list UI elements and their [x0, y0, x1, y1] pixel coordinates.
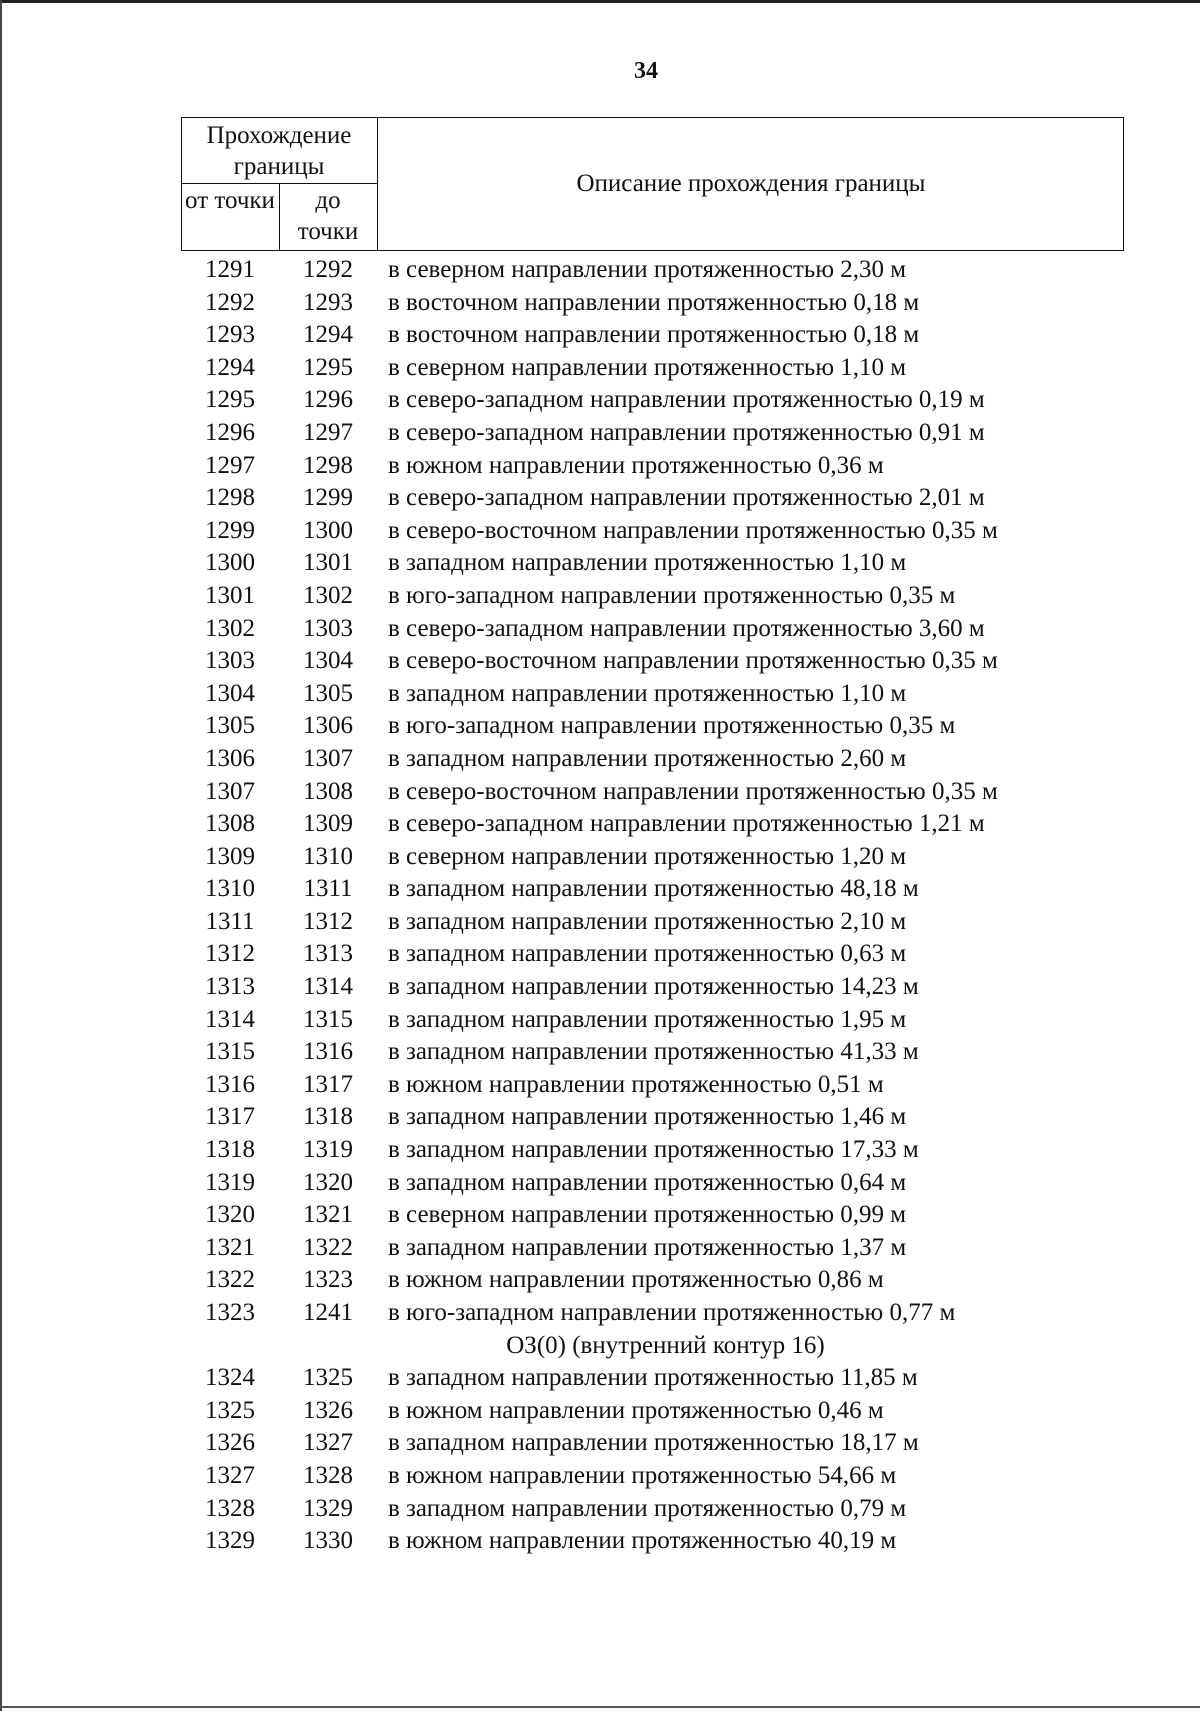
header-col-desc: Описание прохождения границы: [576, 170, 926, 197]
point-to: 1296: [303, 386, 353, 414]
point-to: 1329: [303, 1494, 353, 1522]
point-from: 1298: [205, 484, 255, 512]
point-from: 1326: [205, 1429, 255, 1457]
section-caption-row: [181, 1330, 1124, 1363]
boundary-description: в восточном направлении протяженностью 0,18 м: [388, 288, 920, 316]
point-to: 1309: [303, 810, 353, 838]
boundary-description: в северо-западном направлении протяженностью 0,91 м: [388, 418, 985, 446]
point-to: 1317: [303, 1070, 353, 1098]
table-header: [181, 117, 1124, 251]
boundary-description: в западном направлении протяженностью 41,33 м: [388, 1038, 919, 1066]
table-row: [181, 1525, 1124, 1558]
point-to: 1307: [303, 744, 353, 772]
boundary-description: в западном направлении протяженностью 1,95 м: [388, 1005, 907, 1033]
point-from: 1319: [205, 1168, 255, 1196]
table-row: [181, 254, 1124, 287]
point-to: 1300: [303, 516, 353, 544]
point-from: 1317: [205, 1103, 255, 1131]
table-row: [181, 1069, 1124, 1102]
point-to: 1321: [303, 1201, 353, 1229]
table-row: [181, 1395, 1124, 1428]
header-group-label: Прохождение границы: [206, 122, 352, 180]
point-from: 1318: [205, 1136, 255, 1164]
point-to: 1292: [303, 256, 353, 283]
header-border-bottom: [181, 250, 1124, 251]
table-row: [181, 776, 1124, 809]
point-from: 1329: [205, 1527, 255, 1555]
boundary-description: в северо-восточном направлении протяженностью 0,35 м: [388, 777, 998, 805]
point-from: 1293: [205, 321, 255, 349]
point-from: 1313: [205, 973, 255, 1001]
boundary-description: в западном направлении протяженностью 0,64 м: [388, 1168, 907, 1196]
point-from: 1314: [205, 1005, 255, 1033]
table-row: [181, 873, 1124, 906]
point-from: 1323: [205, 1299, 255, 1326]
boundary-description: в западном направлении протяженностью 1,46 м: [388, 1103, 907, 1131]
point-to: 1328: [303, 1461, 353, 1489]
boundary-description: в северном направлении протяженностью 1,20 м: [388, 842, 907, 870]
point-to: 1323: [303, 1266, 353, 1294]
point-to: 1327: [303, 1429, 353, 1457]
point-to: 1326: [303, 1396, 353, 1424]
point-to: 1304: [303, 647, 353, 675]
point-from: 1299: [205, 516, 255, 544]
table-row: [181, 384, 1124, 417]
table-row: [181, 547, 1124, 580]
point-from: 1311: [205, 907, 255, 935]
boundary-description: в северо-западном направлении протяженностью 2,01 м: [388, 484, 985, 512]
table-row: [181, 1199, 1124, 1232]
point-from: 1309: [205, 842, 255, 870]
table-row: [181, 906, 1124, 939]
table-row: [181, 1134, 1124, 1167]
point-from: 1291: [205, 256, 255, 283]
table-row: [181, 287, 1124, 320]
boundary-description: в восточном направлении протяженностью 0,18 м: [388, 321, 920, 349]
point-from: 1296: [205, 418, 255, 446]
point-to: 1305: [303, 679, 353, 707]
table-row: [181, 1004, 1124, 1037]
boundary-description: в северо-восточном направлении протяженностью 0,35 м: [388, 647, 998, 675]
point-to: 1315: [303, 1005, 353, 1033]
table-row: [181, 841, 1124, 874]
boundary-description: в западном направлении протяженностью 48,18 м: [388, 875, 919, 903]
table-row: [181, 515, 1124, 548]
table-row: [181, 1460, 1124, 1493]
table-row: [181, 678, 1124, 711]
point-to: 1320: [303, 1168, 353, 1196]
point-from: 1303: [205, 647, 255, 675]
scan-edge-left: [0, 0, 2, 1711]
header-divider-from-to: [279, 183, 280, 251]
point-from: 1304: [205, 679, 255, 707]
point-to: 1241: [303, 1299, 353, 1326]
section-caption: ОЗ(0) (внутренний контур 16): [506, 1331, 825, 1359]
header-col-from: от точки: [185, 187, 275, 214]
point-to: 1322: [303, 1233, 353, 1261]
point-from: 1300: [205, 549, 255, 577]
boundary-description: в западном направлении протяженностью 2,60 м: [388, 744, 907, 772]
table-row: [181, 417, 1124, 450]
table-row: [181, 938, 1124, 971]
point-from: 1307: [205, 777, 255, 805]
point-from: 1297: [205, 451, 255, 479]
header-border-top: [181, 117, 1124, 118]
point-from: 1321: [205, 1233, 255, 1261]
scan-edge-top: [0, 0, 1200, 3]
point-to: 1295: [303, 353, 353, 381]
boundary-description: в южном направлении протяженностью 0,36 м: [388, 451, 884, 479]
table-row: [181, 1362, 1124, 1395]
point-from: 1320: [205, 1201, 255, 1229]
point-to: 1311: [303, 875, 353, 903]
point-to: 1294: [303, 321, 353, 349]
table-row: [181, 1264, 1124, 1297]
boundary-description: в западном направлении протяженностью 2,10 м: [388, 907, 907, 935]
point-to: 1302: [303, 581, 353, 609]
table-row: [181, 1232, 1124, 1265]
point-from: 1324: [205, 1364, 255, 1392]
table-row: [181, 1101, 1124, 1134]
point-from: 1306: [205, 744, 255, 772]
page-number: 34: [634, 58, 658, 84]
point-from: 1302: [205, 614, 255, 642]
point-to: 1303: [303, 614, 353, 642]
boundary-description: в северо-восточном направлении протяженностью 0,35 м: [388, 516, 998, 544]
scan-edge-bottom: [0, 1706, 1200, 1708]
table-row: [181, 580, 1124, 613]
table-row: [181, 743, 1124, 776]
boundary-description: в западном направлении протяженностью 0,63 м: [388, 940, 907, 968]
boundary-description: в западном направлении протяженностью 17,33 м: [388, 1136, 919, 1164]
point-to: 1306: [303, 712, 353, 740]
point-from: 1316: [205, 1070, 255, 1098]
point-to: 1298: [303, 451, 353, 479]
point-to: 1318: [303, 1103, 353, 1131]
boundary-description: в западном направлении протяженностью 0,79 м: [388, 1494, 907, 1522]
boundary-description: в северном направлении протяженностью 1,10 м: [388, 353, 907, 381]
point-to: 1313: [303, 940, 353, 968]
boundary-description: в западном направлении протяженностью 18,17 м: [388, 1429, 919, 1457]
point-to: 1316: [303, 1038, 353, 1066]
point-to: 1325: [303, 1364, 353, 1392]
table-row: [181, 1427, 1124, 1460]
point-from: 1322: [205, 1266, 255, 1294]
boundary-description: в северном направлении протяженностью 0,99 м: [388, 1201, 907, 1229]
point-to: 1293: [303, 288, 353, 316]
boundary-description: в западном направлении протяженностью 11,85 м: [388, 1364, 918, 1392]
boundary-description: в южном направлении протяженностью 54,66 м: [388, 1461, 897, 1489]
boundary-description: в северо-западном направлении протяженностью 3,60 м: [388, 614, 985, 642]
table-row: [181, 710, 1124, 743]
table-row: [181, 645, 1124, 678]
point-to: 1314: [303, 973, 353, 1001]
point-to: 1297: [303, 418, 353, 446]
table-row: [181, 971, 1124, 1004]
table-row: [181, 1297, 1124, 1330]
boundary-description: в южном направлении протяженностью 40,19 м: [388, 1527, 897, 1555]
boundary-description: в юго-западном направлении протяженностью 0,35 м: [388, 581, 956, 609]
point-from: 1292: [205, 288, 255, 316]
table-row: [181, 352, 1124, 385]
point-from: 1325: [205, 1396, 255, 1424]
boundary-description: в юго-западном направлении протяженностью 0,77 м: [388, 1299, 956, 1326]
boundary-description: в западном направлении протяженностью 1,10 м: [388, 549, 907, 577]
boundary-description: в южном направлении протяженностью 0,51 м: [388, 1070, 884, 1098]
boundary-description: в северо-западном направлении протяженностью 1,21 м: [388, 810, 985, 838]
point-from: 1310: [205, 875, 255, 903]
table-row: [181, 319, 1124, 352]
boundary-description: в западном направлении протяженностью 1,37 м: [388, 1233, 907, 1261]
table-row: [181, 482, 1124, 515]
point-from: 1327: [205, 1461, 255, 1489]
point-from: 1312: [205, 940, 255, 968]
point-from: 1315: [205, 1038, 255, 1066]
table-row: [181, 613, 1124, 646]
point-to: 1308: [303, 777, 353, 805]
table-row: [181, 1036, 1124, 1069]
boundary-description: в южном направлении протяженностью 0,46 м: [388, 1396, 884, 1424]
boundary-description: в западном направлении протяженностью 1,10 м: [388, 679, 907, 707]
header-col-to: до точки: [297, 187, 359, 245]
point-from: 1301: [205, 581, 255, 609]
boundary-description: в северном направлении протяженностью 2,30 м: [388, 256, 907, 283]
boundary-description: в южном направлении протяженностью 0,86 м: [388, 1266, 884, 1294]
boundary-description: в западном направлении протяженностью 14,23 м: [388, 973, 919, 1001]
point-from: 1305: [205, 712, 255, 740]
point-to: 1330: [303, 1527, 353, 1555]
table-row: [181, 450, 1124, 483]
point-to: 1299: [303, 484, 353, 512]
point-to: 1310: [303, 842, 353, 870]
point-to: 1312: [303, 907, 353, 935]
table-body: [181, 254, 1124, 1558]
table-row: [181, 1167, 1124, 1200]
boundary-description: в северо-западном направлении протяженностью 0,19 м: [388, 386, 985, 414]
point-from: 1295: [205, 386, 255, 414]
table-row: [181, 1493, 1124, 1526]
point-from: 1294: [205, 353, 255, 381]
boundary-description: в юго-западном направлении протяженностью 0,35 м: [388, 712, 956, 740]
point-to: 1319: [303, 1136, 353, 1164]
point-to: 1301: [303, 549, 353, 577]
point-from: 1328: [205, 1494, 255, 1522]
point-from: 1308: [205, 810, 255, 838]
table-row: [181, 808, 1124, 841]
